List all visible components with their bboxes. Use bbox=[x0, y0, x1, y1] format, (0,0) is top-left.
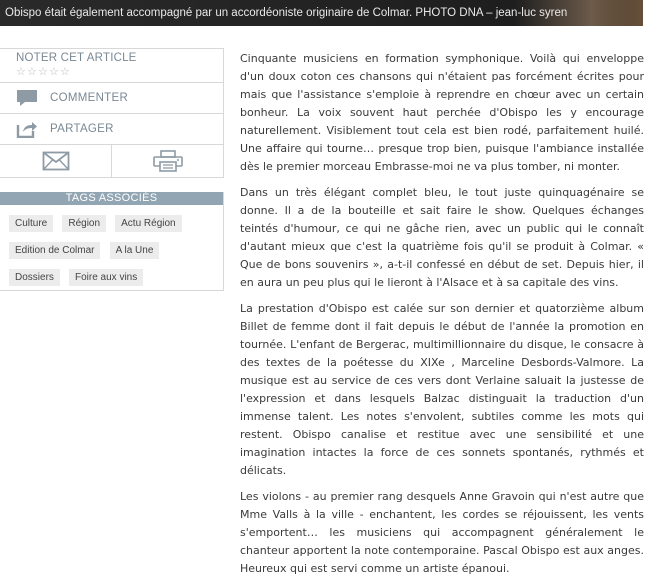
star-icon[interactable]: ☆ bbox=[38, 65, 48, 78]
share-button[interactable] bbox=[0, 114, 223, 145]
tag-link[interactable]: Actu Région bbox=[115, 215, 181, 232]
tag-link[interactable]: A la Une bbox=[110, 242, 160, 259]
tag-link[interactable]: Foire aux vins bbox=[69, 269, 143, 286]
comment-icon bbox=[16, 89, 38, 107]
share-icon bbox=[16, 120, 38, 138]
photo-edge bbox=[583, 0, 643, 26]
star-icon[interactable]: ☆ bbox=[27, 65, 37, 78]
envelope-icon bbox=[42, 151, 70, 171]
article-paragraph: Cinquante musiciens en formation symphonique. Voilà qui enveloppe d'un doux coton ces chansons qui n'étaient pas forcément écrites pour mais que l'assistance s'emploie à reprendre en chœur avec un certain bonheur. La voix souvent haut perchée d'Obispo les y encourage naturellement. Visiblement tout cela est bien rodé, parfaitement huilé. Une affaire qui tourne… presque trop bien, puisque l'ambiance installée dès le premier morceau Embrasse-moi ne va plus tomber, ni monter. bbox=[240, 52, 644, 173]
star-icon[interactable]: ☆ bbox=[16, 65, 26, 78]
photo-caption bbox=[0, 0, 643, 26]
article-sidebar bbox=[0, 48, 224, 291]
share-label: PARTAGER bbox=[50, 123, 114, 135]
tags-title: TAGS ASSOCIÉS bbox=[0, 192, 223, 205]
article-paragraph: La prestation d'Obispo est calée sur son dernier et quatorzième album Billet de femme dont il fait depuis le début de l'année la promotion en tournée. L'enfant de Bergerac, multimillionnaire du disque, le consacre à des textes de la poétesse du XIXe , Marceline Desbords-Valmore. La musique est au service de ces vers dont Verlaine saluait la justesse de l'expression et dans lesquels Balzac distinguait la traduction d'un immense talent. Les notes s'envolent, subtiles comme les mots qui restent. Obispo canalise et restitue avec une sensibilité et une imagination intactes la force de ces sonnets spontanés, rythmés et délicats. bbox=[240, 302, 644, 477]
rating-stars[interactable] bbox=[16, 65, 223, 78]
tag-link[interactable]: Région bbox=[62, 215, 106, 232]
article-actions bbox=[0, 48, 224, 178]
tag-list bbox=[0, 205, 223, 292]
comment-label: COMMENTER bbox=[50, 92, 129, 104]
tag-link[interactable]: Culture bbox=[9, 215, 53, 232]
tag-link[interactable]: Dossiers bbox=[9, 269, 60, 286]
star-icon[interactable]: ☆ bbox=[49, 65, 59, 78]
star-icon[interactable]: ☆ bbox=[60, 65, 70, 78]
print-button[interactable] bbox=[111, 145, 223, 177]
article-body bbox=[240, 50, 644, 586]
tag-link[interactable]: Edition de Colmar bbox=[9, 242, 100, 259]
email-button[interactable] bbox=[0, 145, 111, 177]
utility-actions bbox=[0, 145, 223, 177]
comment-button[interactable] bbox=[0, 83, 223, 114]
rate-article bbox=[0, 49, 223, 83]
photo-caption-text: Obispo était également accompagné par un accordéoniste originaire de Colmar. PHOTO DNA – jean-luc syren bbox=[5, 7, 568, 19]
article-paragraph: Les violons - au premier rang desquels Anne Gravoin qui n'est autre que Mme Valls à la ville - enchantent, les cordes se réjouissent, les vents s'emportent… les musiciens qui accompagnent généralement le chanteur apportent la note contemporaine. Pascal Obispo est aux anges. Heureux qui est servi comme un artiste épanoui. bbox=[240, 490, 644, 575]
article-paragraph: Dans un très élégant complet bleu, le tout juste quinquagénaire se donne. Il a de la bouteille et sait faire le show. Quelques échanges teintés d'humour, ce qui ne gâche rien, avec un public qui le connaît d'autant mieux que c'est la quatrième fois qu'il se produit à Colmar. « Que de bons souvenirs », a-t-il confessé en début de set. Depuis hier, il en aura un peu plus qui le lieront à l'Alsace et à sa capitale des vins. bbox=[240, 186, 644, 289]
related-tags bbox=[0, 192, 224, 291]
printer-icon bbox=[153, 150, 183, 172]
rate-article-title: NOTER CET ARTICLE bbox=[16, 52, 137, 64]
